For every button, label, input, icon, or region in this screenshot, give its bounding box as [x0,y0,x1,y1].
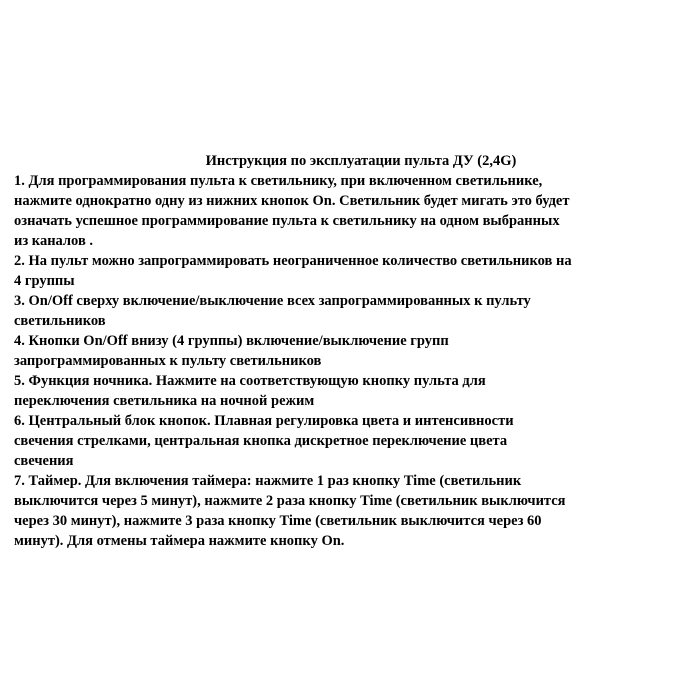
paragraph-line: минут). Для отмены таймера нажмите кнопку On. [14,533,345,549]
paragraph-line: 6. Центральный блок кнопок. Плавная регулировка цвета и интенсивности [14,413,514,429]
paragraph-line: 4 группы [14,273,75,289]
paragraph-color-control [14,411,690,471]
paragraph-line: переключения светильника на ночной режим [14,393,315,409]
paragraph-line: 5. Функция ночника. Нажмите на соответствующую кнопку пульта для [14,373,486,389]
paragraph-line: запрограммированных к пульту светильников [14,353,322,369]
paragraph-group-onoff [14,331,690,371]
paragraph-line: свечения [14,453,74,469]
paragraph-line: выключится через 5 минут), нажмите 2 раза кнопку Time (светильник выключится [14,493,566,509]
paragraph-nightlight [14,371,690,411]
paragraph-timer [14,471,690,551]
paragraph-line: означать успешное программирование пульта к светильнику на одном выбранных [14,213,560,229]
paragraph-line: светильников [14,313,106,329]
instruction-document [14,151,690,551]
paragraph-line: 1. Для программирования пульта к светильнику, при включенном светильнике, [14,173,543,189]
paragraph-line: через 30 минут), нажмите 3 раза кнопку Time (светильник выключится через 60 [14,513,542,529]
paragraph-line: свечения стрелками, центральная кнопка дискретное переключение цвета [14,433,508,449]
paragraph-groups [14,251,690,291]
paragraph-line: 4. Кнопки On/Off внизу (4 группы) включение/выключение групп [14,333,449,349]
paragraph-line: 2. На пульт можно запрограммировать неограниченное количество светильников на [14,253,572,269]
document-title: Инструкция по эксплуатации пульта ДУ (2,4G) [205,153,517,169]
paragraph-programming [14,171,690,251]
paragraph-line: 7. Таймер. Для включения таймера: нажмите 1 раз кнопку Time (светильник [14,473,522,489]
paragraph-master-onoff [14,291,690,331]
paragraph-line: 3. On/Off сверху включение/выключение всех запрограммированных к пульту [14,293,531,309]
paragraph-line: нажмите однократно одну из нижних кнопок On. Светильник будет мигать это будет [14,193,570,209]
paragraph-line: из каналов . [14,233,94,249]
